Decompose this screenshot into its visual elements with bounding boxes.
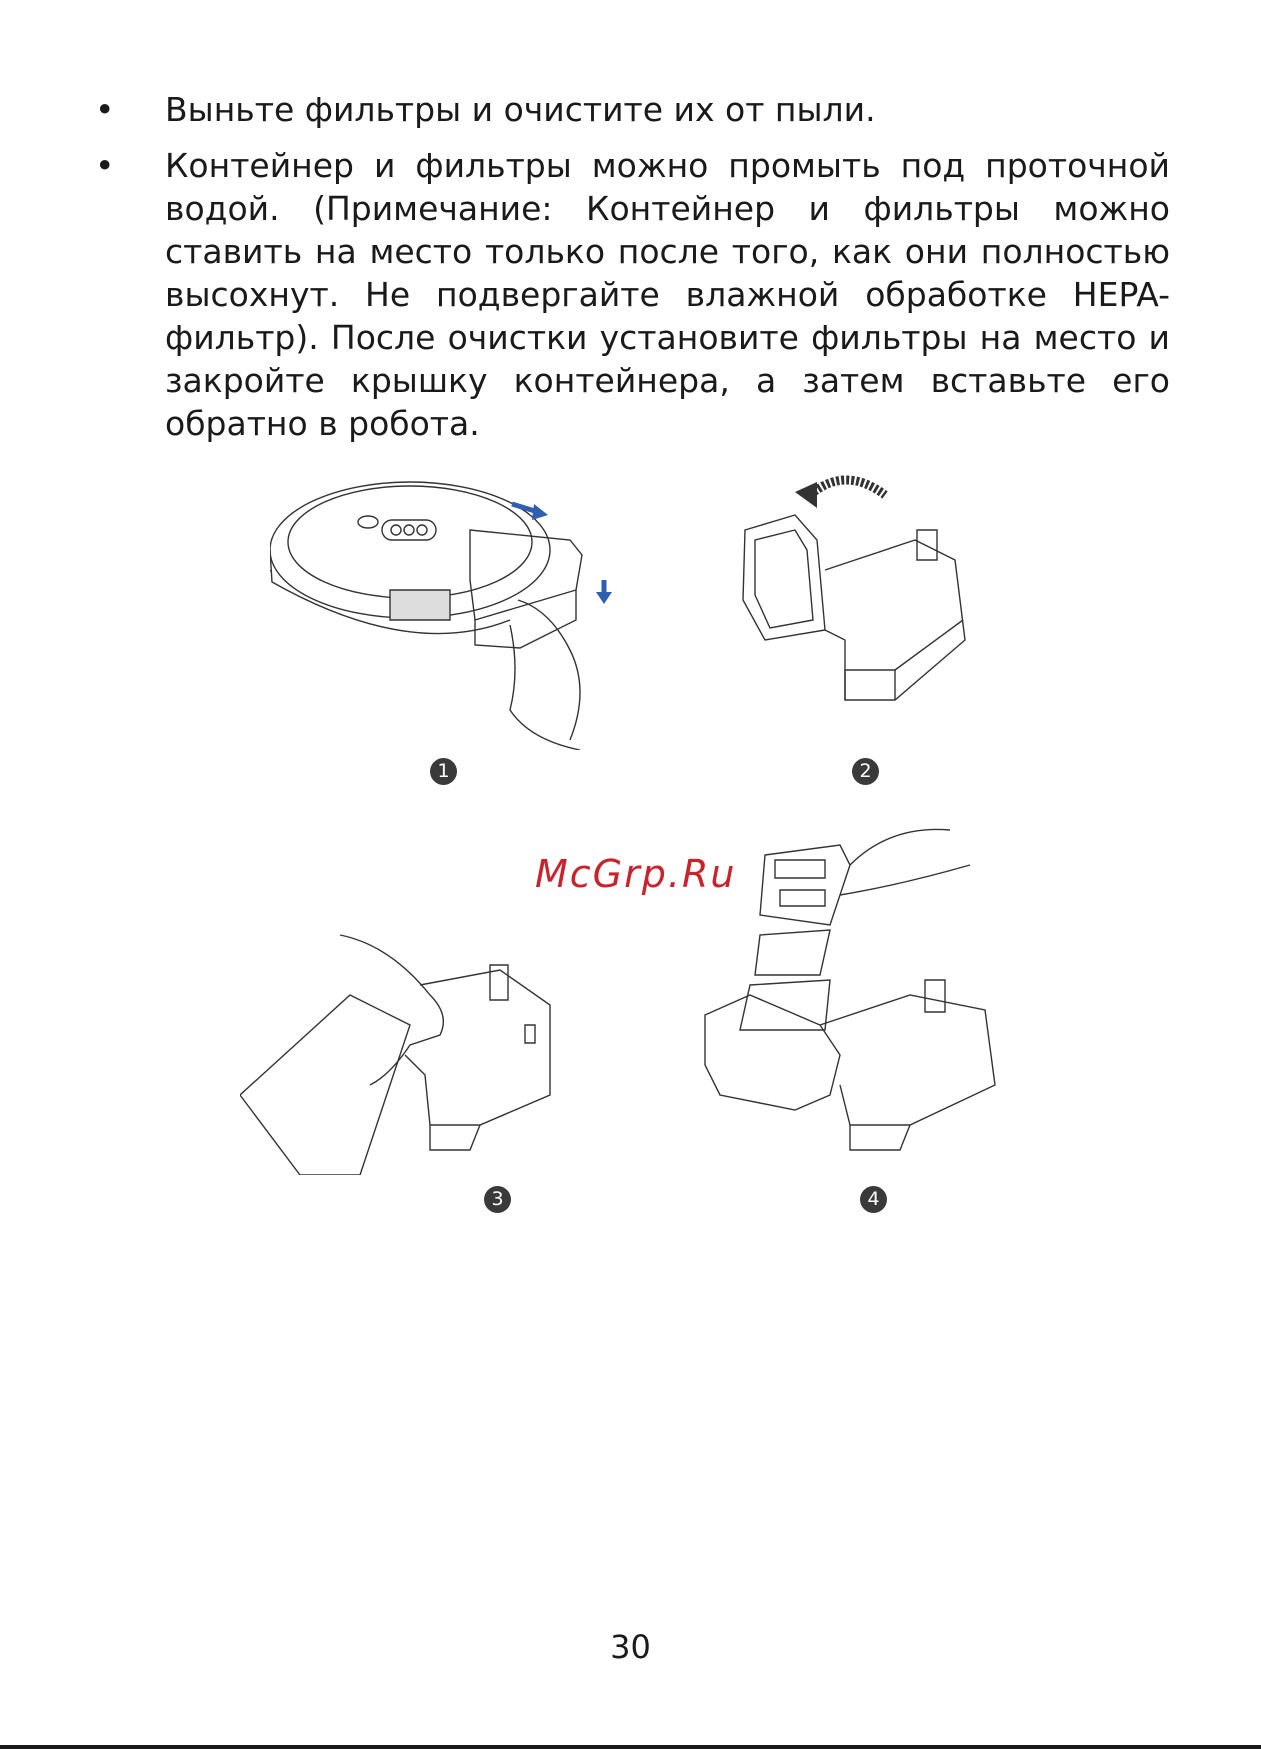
bullet-text: Выньте фильтры и очистите их от пыли. (165, 90, 876, 129)
bullet-marker: • (95, 90, 115, 129)
bullet-marker: • (95, 146, 115, 185)
instruction-list (95, 88, 1170, 458)
step-badge: 3 (484, 1186, 511, 1213)
remove-filters-illustration (700, 825, 1000, 1155)
robot-remove-dustbin-illustration (270, 470, 650, 750)
step-badge: 4 (860, 1186, 887, 1213)
watermark: McGrp.Ru (535, 852, 737, 896)
bullet-item (95, 144, 1170, 445)
empty-dustbin-illustration (240, 925, 560, 1175)
bottom-rule (0, 1745, 1261, 1749)
step-badge: 1 (430, 758, 457, 785)
bullet-text: Контейнер и фильтры можно промыть под проточной водой. (Примечание: Контейнер и фильтры можно ставить на место только после того, как они полностью высохнут. Не подвергайте влажной обработке HEPA-фильтр). После очистки установите фильтры на место и закройте крышку контейнера, а затем вставьте его обратно в робота. (165, 146, 1170, 443)
open-dustbin-lid-illustration (735, 470, 975, 710)
bullet-item (95, 88, 1170, 131)
page-number: 30 (610, 1628, 651, 1666)
step-badge: 2 (852, 758, 879, 785)
